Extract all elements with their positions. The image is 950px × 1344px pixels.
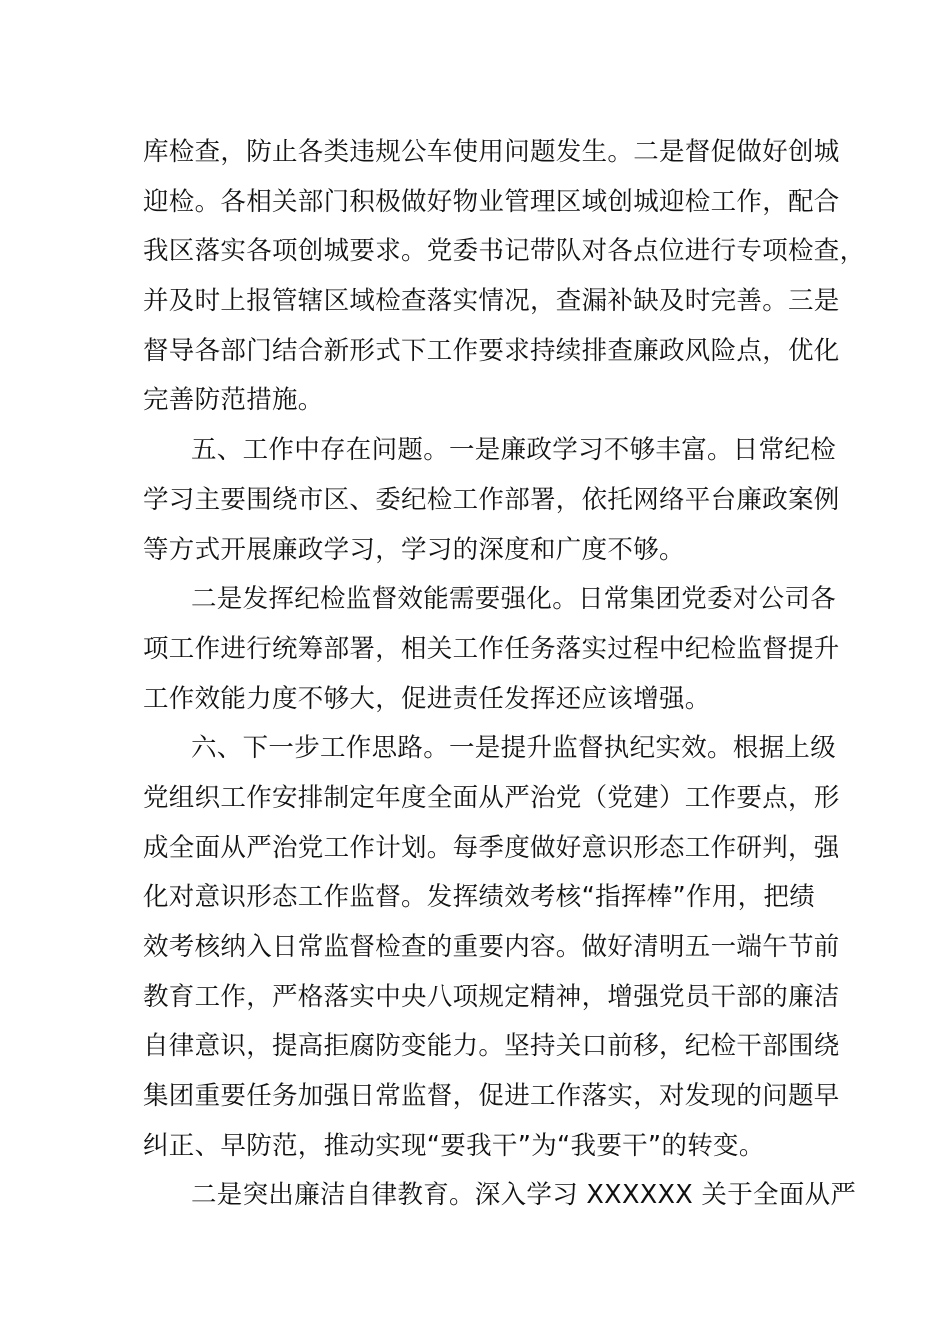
paragraph-start-line: 五、工作中存在问题。一是廉政学习不够丰富。日常纪检 [191,435,837,466]
text-line: 工作效能力度不够大，促进责任发挥还应该增强。 [143,683,711,714]
text-line: 督导各部门结合新形式下工作要求持续排查廉政风险点，优化 [143,335,840,366]
text-line: 学习主要围绕市区、委纪检工作部署，依托网络平台廉政案例 [143,484,840,515]
text-line: 我区落实各项创城要求。党委书记带队对各点位进行专项检查， [143,236,866,267]
text-line: 项工作进行统筹部署，相关工作任务落实过程中纪检监督提升 [143,633,840,664]
text-line: 并及时上报管辖区域检查落实情况，查漏补缺及时完善。三是 [143,286,840,317]
text-line: 库检查，防止各类违规公车使用问题发生。二是督促做好创城 [143,137,840,167]
text-line: 迎检。各相关部门积极做好物业管理区域创城迎检工作，配合 [143,186,840,217]
text-line: 等方式开展廉政学习，学习的深度和广度不够。 [143,534,685,565]
paragraph-start-line: 六、下一步工作思路。一是提升监督执纪实效。根据上级 [191,733,837,764]
text-line: 完善防范措施。 [143,385,324,416]
text-line: 纠正、早防范，推动实现“要我干”为“我要干”的转变。 [143,1130,765,1161]
text-line: 集团重要任务加强日常监督，促进工作落实，对发现的问题早 [143,1081,840,1112]
document-body [143,128,866,1221]
text-line: 自律意识，提高拒腐防变能力。坚持关口前移，纪检干部围绕 [143,1031,840,1062]
text-line: 党组织工作安排制定年度全面从严治党（党建）工作要点，形 [143,782,840,813]
paragraph-start-line: 二是发挥纪检监督效能需要强化。日常集团党委对公司各 [191,584,837,615]
text-line: 成全面从严治党工作计划。每季度做好意识形态工作研判，强 [143,832,840,863]
text-line: 化对意识形态工作监督。发挥绩效考核“指挥棒”作用，把绩 [143,882,816,913]
paragraph-start-line: 二是突出廉洁自律教育。深入学习 XXXXXX 关于全面从严 [191,1180,857,1211]
text-line: 效考核纳入日常监督检查的重要内容。做好清明五一端午节前 [143,932,840,962]
text-line: 教育工作，严格落实中央八项规定精神，增强党员干部的廉洁 [143,981,840,1012]
